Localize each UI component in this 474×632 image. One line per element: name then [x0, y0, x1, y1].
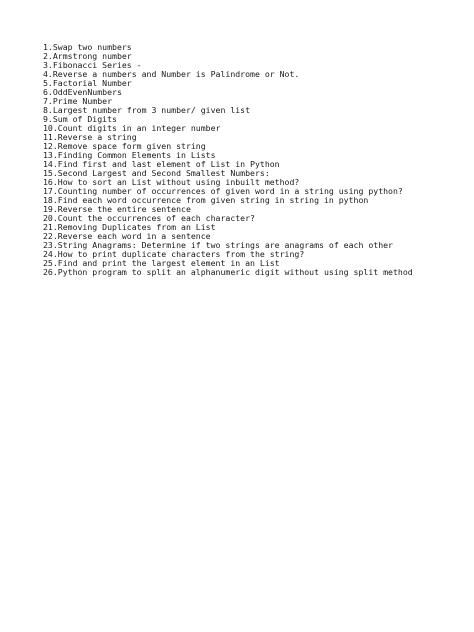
list-item: 5.Factorial Number [43, 78, 132, 88]
list-item: 11.Reverse a string [43, 132, 137, 142]
list-item: 8.Largest number from 3 number/ given list [43, 105, 251, 115]
list-item: 7.Prime Number [43, 96, 113, 106]
list-item: 20.Count the occurrences of each character? [43, 213, 255, 223]
list-item: 4.Reverse a numbers and Number is Palindrome or Not. [43, 69, 300, 79]
list-item: 21.Removing Duplicates from an List [43, 222, 216, 232]
list-item: 3.Fibonacci Series - [43, 60, 142, 70]
list-item: 2.Armstrong number [43, 51, 132, 61]
program-list [43, 43, 413, 277]
list-item: 15.Second Largest and Second Smallest Numbers: [43, 168, 270, 178]
list-item: 26.Python program to split an alphanumeric digit without using split method [43, 267, 413, 277]
list-item: 12.Remove space form given string [43, 141, 206, 151]
list-item: 16.How to sort an List without using inbuilt method? [43, 177, 300, 187]
list-item: 22.Reverse each word in a sentence [43, 231, 211, 241]
list-item: 13.Finding Common Elements in Lists [43, 150, 216, 160]
list-item: 23.String Anagrams: Determine if two strings are anagrams of each other [43, 240, 393, 250]
list-item: 14.Find first and last element of List in Python [43, 159, 280, 169]
list-item: 24.How to print duplicate characters from the string? [43, 249, 305, 259]
list-item: 17.Counting number of occurrences of given word in a string using python? [43, 186, 403, 196]
list-item: 1.Swap two numbers [43, 42, 132, 52]
list-item: 10.Count digits in an integer number [43, 123, 221, 133]
list-item: 25.Find and print the largest element in an List [43, 258, 280, 268]
list-item: 19.Reverse the entire sentence [43, 204, 191, 214]
list-item: 6.OddEvenNumbers [43, 87, 122, 97]
list-item: 9.Sum of Digits [43, 114, 117, 124]
list-item: 18.Find each word occurrence from given string in string in python [43, 195, 369, 205]
